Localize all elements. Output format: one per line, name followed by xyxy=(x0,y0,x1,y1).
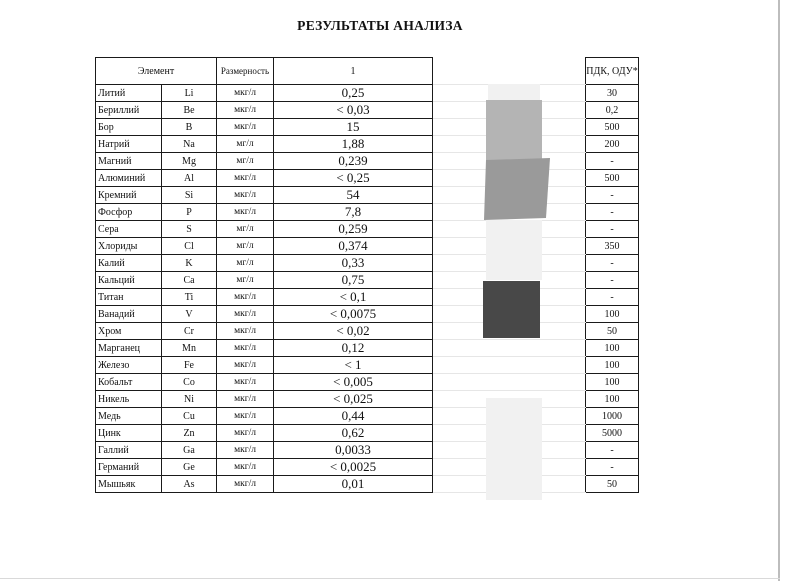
element-unit: мкг/л xyxy=(217,85,274,102)
element-name: Бор xyxy=(96,119,162,136)
hidden-column-cell xyxy=(433,476,586,493)
table-row xyxy=(96,340,639,357)
hidden-column-cell xyxy=(433,391,586,408)
pdk-value: - xyxy=(586,221,639,238)
element-symbol: Mn xyxy=(162,340,217,357)
element-symbol: Li xyxy=(162,85,217,102)
element-name: Никель xyxy=(96,391,162,408)
element-unit: мг/л xyxy=(217,221,274,238)
element-name: Литий xyxy=(96,85,162,102)
element-unit: мкг/л xyxy=(217,187,274,204)
pdk-value: - xyxy=(586,272,639,289)
table-row xyxy=(96,153,639,170)
table-row xyxy=(96,391,639,408)
element-name: Фосфор xyxy=(96,204,162,221)
pdk-value: 500 xyxy=(586,119,639,136)
element-unit: мг/л xyxy=(217,238,274,255)
pdk-value: - xyxy=(586,255,639,272)
result-value: 0,25 xyxy=(274,85,433,102)
element-symbol: Zn xyxy=(162,425,217,442)
element-symbol: Fe xyxy=(162,357,217,374)
hidden-column-cell xyxy=(433,442,586,459)
element-unit: мкг/л xyxy=(217,476,274,493)
hidden-column-cell xyxy=(433,459,586,476)
element-symbol: Al xyxy=(162,170,217,187)
result-value: 54 xyxy=(274,187,433,204)
element-unit: мкг/л xyxy=(217,459,274,476)
element-name: Кальций xyxy=(96,272,162,289)
hidden-column-cell xyxy=(433,306,586,323)
result-value: 0,75 xyxy=(274,272,433,289)
result-value: < 0,1 xyxy=(274,289,433,306)
result-value: < 0,005 xyxy=(274,374,433,391)
header-hidden-column xyxy=(433,58,586,85)
table-row xyxy=(96,272,639,289)
result-value: 0,33 xyxy=(274,255,433,272)
document-title: РЕЗУЛЬТАТЫ АНАЛИЗА xyxy=(297,18,463,33)
result-value: 0,374 xyxy=(274,238,433,255)
table-row xyxy=(96,204,639,221)
hidden-column-cell xyxy=(433,170,586,187)
pdk-value: 1000 xyxy=(586,408,639,425)
element-symbol: Si xyxy=(162,187,217,204)
table-header-row xyxy=(96,58,639,85)
result-value: 0,259 xyxy=(274,221,433,238)
element-name: Марганец xyxy=(96,340,162,357)
table-row xyxy=(96,136,639,153)
pdk-value: 200 xyxy=(586,136,639,153)
result-value: < 0,25 xyxy=(274,170,433,187)
element-unit: мкг/л xyxy=(217,170,274,187)
element-symbol: Be xyxy=(162,102,217,119)
pdk-value: 100 xyxy=(586,357,639,374)
header-sample: 1 xyxy=(274,58,433,85)
pdk-value: - xyxy=(586,204,639,221)
element-name: Кобальт xyxy=(96,374,162,391)
table-row xyxy=(96,102,639,119)
element-name: Цинк xyxy=(96,425,162,442)
element-name: Медь xyxy=(96,408,162,425)
table-row xyxy=(96,476,639,493)
element-unit: мкг/л xyxy=(217,374,274,391)
pdk-value: 5000 xyxy=(586,425,639,442)
table-row xyxy=(96,323,639,340)
element-name: Титан xyxy=(96,289,162,306)
result-value: 0,01 xyxy=(274,476,433,493)
element-name: Мышьяк xyxy=(96,476,162,493)
element-unit: мкг/л xyxy=(217,357,274,374)
pdk-value: 100 xyxy=(586,340,639,357)
hidden-column-cell xyxy=(433,323,586,340)
result-value: < 1 xyxy=(274,357,433,374)
page-right-edge xyxy=(778,0,780,581)
element-symbol: S xyxy=(162,221,217,238)
result-value: 0,12 xyxy=(274,340,433,357)
element-unit: мг/л xyxy=(217,153,274,170)
header-pdk: ПДК, ОДУ* xyxy=(586,58,639,85)
table-row xyxy=(96,442,639,459)
result-value: 0,0033 xyxy=(274,442,433,459)
element-symbol: Ga xyxy=(162,442,217,459)
table-row xyxy=(96,459,639,476)
hidden-column-cell xyxy=(433,119,586,136)
table-row xyxy=(96,238,639,255)
table-row xyxy=(96,374,639,391)
pdk-value: 50 xyxy=(586,323,639,340)
element-unit: мкг/л xyxy=(217,442,274,459)
element-unit: мг/л xyxy=(217,272,274,289)
hidden-column-cell xyxy=(433,187,586,204)
pdk-value: 350 xyxy=(586,238,639,255)
element-unit: мкг/л xyxy=(217,391,274,408)
element-name: Магний xyxy=(96,153,162,170)
table-row xyxy=(96,187,639,204)
element-symbol: K xyxy=(162,255,217,272)
element-name: Галлий xyxy=(96,442,162,459)
pdk-value: - xyxy=(586,187,639,204)
result-value: 0,239 xyxy=(274,153,433,170)
element-unit: мкг/л xyxy=(217,340,274,357)
pdk-value: - xyxy=(586,289,639,306)
result-value: < 0,0025 xyxy=(274,459,433,476)
element-name: Алюминий xyxy=(96,170,162,187)
pdk-value: 50 xyxy=(586,476,639,493)
element-symbol: Cu xyxy=(162,408,217,425)
result-value: < 0,02 xyxy=(274,323,433,340)
table-row xyxy=(96,119,639,136)
result-value: < 0,0075 xyxy=(274,306,433,323)
result-value: 7,8 xyxy=(274,204,433,221)
hidden-column-cell xyxy=(433,102,586,119)
table-row xyxy=(96,255,639,272)
pdk-value: - xyxy=(586,153,639,170)
element-unit: мкг/л xyxy=(217,408,274,425)
result-value: 0,62 xyxy=(274,425,433,442)
element-name: Германий xyxy=(96,459,162,476)
hidden-column-cell xyxy=(433,374,586,391)
element-symbol: V xyxy=(162,306,217,323)
element-unit: мг/л xyxy=(217,136,274,153)
header-element: Элемент xyxy=(96,58,217,85)
table-row xyxy=(96,306,639,323)
table-row xyxy=(96,289,639,306)
element-name: Железо xyxy=(96,357,162,374)
pdk-value: - xyxy=(586,459,639,476)
element-name: Калий xyxy=(96,255,162,272)
hidden-column-cell xyxy=(433,85,586,102)
header-unit: Размерность xyxy=(217,58,274,85)
element-name: Натрий xyxy=(96,136,162,153)
element-symbol: P xyxy=(162,204,217,221)
pdk-value: 100 xyxy=(586,391,639,408)
hidden-column-cell xyxy=(433,357,586,374)
element-unit: мкг/л xyxy=(217,323,274,340)
element-unit: мкг/л xyxy=(217,102,274,119)
element-symbol: Cl xyxy=(162,238,217,255)
hidden-column-cell xyxy=(433,153,586,170)
hidden-column-cell xyxy=(433,255,586,272)
element-symbol: Ca xyxy=(162,272,217,289)
hidden-column-cell xyxy=(433,340,586,357)
result-value: 15 xyxy=(274,119,433,136)
element-name: Кремний xyxy=(96,187,162,204)
pdk-value: 100 xyxy=(586,306,639,323)
element-symbol: As xyxy=(162,476,217,493)
result-value: 0,44 xyxy=(274,408,433,425)
element-symbol: B xyxy=(162,119,217,136)
element-symbol: Ge xyxy=(162,459,217,476)
table-row xyxy=(96,408,639,425)
pdk-value: 0,2 xyxy=(586,102,639,119)
element-unit: мг/л xyxy=(217,255,274,272)
table-row xyxy=(96,85,639,102)
element-unit: мкг/л xyxy=(217,306,274,323)
element-symbol: Mg xyxy=(162,153,217,170)
element-symbol: Ni xyxy=(162,391,217,408)
pdk-value: 100 xyxy=(586,374,639,391)
element-name: Хлориды xyxy=(96,238,162,255)
hidden-column-cell xyxy=(433,408,586,425)
table-row xyxy=(96,170,639,187)
element-unit: мкг/л xyxy=(217,425,274,442)
hidden-column-cell xyxy=(433,289,586,306)
hidden-column-cell xyxy=(433,272,586,289)
page-bottom-edge xyxy=(0,578,780,579)
element-unit: мкг/л xyxy=(217,204,274,221)
table-row xyxy=(96,357,639,374)
pdk-value: 30 xyxy=(586,85,639,102)
element-symbol: Cr xyxy=(162,323,217,340)
element-symbol: Ti xyxy=(162,289,217,306)
element-unit: мкг/л xyxy=(217,289,274,306)
results-table xyxy=(95,57,639,493)
pdk-value: 500 xyxy=(586,170,639,187)
hidden-column-cell xyxy=(433,221,586,238)
result-value: < 0,03 xyxy=(274,102,433,119)
element-symbol: Co xyxy=(162,374,217,391)
result-value: < 0,025 xyxy=(274,391,433,408)
element-name: Сера xyxy=(96,221,162,238)
table-row xyxy=(96,425,639,442)
hidden-column-cell xyxy=(433,238,586,255)
element-name: Бериллий xyxy=(96,102,162,119)
hidden-column-cell xyxy=(433,204,586,221)
element-name: Ванадий xyxy=(96,306,162,323)
element-symbol: Na xyxy=(162,136,217,153)
hidden-column-cell xyxy=(433,136,586,153)
pdk-value: - xyxy=(586,442,639,459)
element-unit: мкг/л xyxy=(217,119,274,136)
hidden-column-cell xyxy=(433,425,586,442)
result-value: 1,88 xyxy=(274,136,433,153)
element-name: Хром xyxy=(96,323,162,340)
table-row xyxy=(96,221,639,238)
